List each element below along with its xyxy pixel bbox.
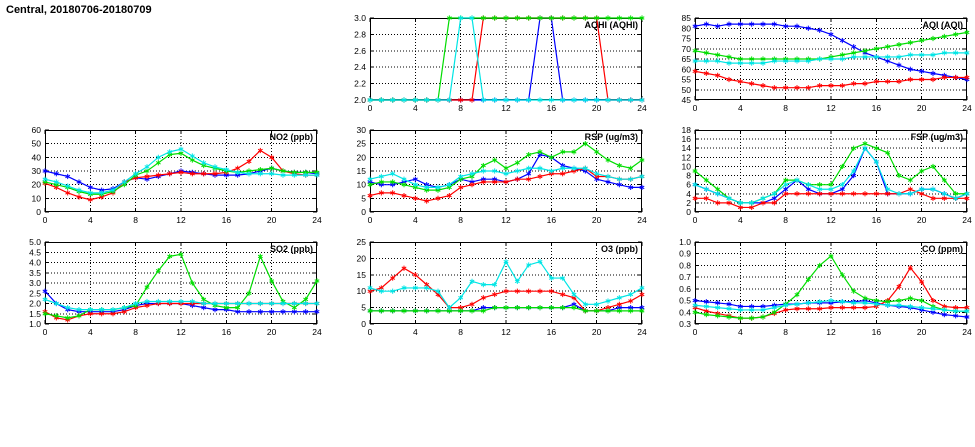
svg-text:30: 30 bbox=[356, 125, 366, 135]
svg-text:4.5: 4.5 bbox=[29, 247, 41, 258]
svg-text:RSP (ug/m3): RSP (ug/m3) bbox=[584, 132, 638, 142]
svg-text:24: 24 bbox=[637, 215, 647, 225]
svg-text:24: 24 bbox=[637, 327, 647, 337]
svg-text:2.0: 2.0 bbox=[29, 298, 41, 309]
svg-text:10: 10 bbox=[681, 161, 691, 172]
svg-text:0.4: 0.4 bbox=[679, 307, 691, 318]
svg-text:20: 20 bbox=[31, 179, 41, 190]
svg-text:18: 18 bbox=[681, 125, 691, 135]
svg-text:4: 4 bbox=[737, 103, 743, 113]
svg-text:2: 2 bbox=[686, 197, 691, 208]
svg-text:1.5: 1.5 bbox=[29, 308, 41, 319]
svg-text:16: 16 bbox=[871, 103, 882, 113]
svg-text:20: 20 bbox=[266, 215, 277, 225]
svg-text:10: 10 bbox=[356, 286, 366, 297]
svg-text:16: 16 bbox=[546, 103, 557, 113]
svg-text:O3 (ppb): O3 (ppb) bbox=[601, 244, 638, 254]
svg-text:20: 20 bbox=[591, 215, 602, 225]
svg-text:12: 12 bbox=[826, 327, 836, 337]
svg-text:60: 60 bbox=[31, 125, 41, 135]
svg-text:10: 10 bbox=[31, 193, 41, 204]
panel-aqi bbox=[655, 10, 975, 120]
svg-text:FSP (ug/m3): FSP (ug/m3) bbox=[910, 132, 963, 142]
svg-text:16: 16 bbox=[546, 327, 557, 337]
svg-text:2.4: 2.4 bbox=[354, 62, 366, 73]
svg-text:5: 5 bbox=[361, 302, 366, 313]
svg-text:2.6: 2.6 bbox=[354, 45, 366, 56]
svg-text:12: 12 bbox=[501, 103, 511, 113]
svg-text:10: 10 bbox=[356, 179, 366, 190]
panel-fsp bbox=[655, 122, 975, 232]
svg-text:15: 15 bbox=[356, 166, 366, 176]
svg-text:0.7: 0.7 bbox=[679, 272, 691, 283]
svg-text:20: 20 bbox=[591, 327, 602, 337]
svg-text:12: 12 bbox=[176, 215, 186, 225]
svg-text:4: 4 bbox=[412, 103, 418, 113]
svg-text:0: 0 bbox=[361, 207, 366, 217]
svg-text:AQHI (AQHI): AQHI (AQHI) bbox=[584, 20, 638, 30]
svg-text:2.5: 2.5 bbox=[29, 288, 41, 299]
svg-text:0: 0 bbox=[367, 327, 373, 337]
panel-rsp bbox=[330, 122, 650, 232]
svg-text:1.0: 1.0 bbox=[29, 319, 41, 329]
svg-text:4: 4 bbox=[737, 327, 743, 337]
svg-text:45: 45 bbox=[681, 95, 691, 105]
svg-text:30: 30 bbox=[31, 166, 41, 176]
svg-text:6: 6 bbox=[686, 179, 691, 190]
svg-text:8: 8 bbox=[783, 215, 789, 225]
svg-text:5.0: 5.0 bbox=[29, 237, 41, 247]
svg-text:85: 85 bbox=[681, 13, 691, 23]
svg-text:2.8: 2.8 bbox=[354, 29, 366, 40]
svg-text:8: 8 bbox=[783, 103, 789, 113]
svg-text:3.5: 3.5 bbox=[29, 267, 41, 278]
svg-text:3.0: 3.0 bbox=[354, 13, 366, 23]
svg-text:3.0: 3.0 bbox=[29, 278, 41, 288]
svg-text:20: 20 bbox=[266, 327, 277, 337]
svg-text:50: 50 bbox=[681, 84, 691, 95]
svg-text:5: 5 bbox=[361, 193, 366, 204]
svg-text:0.6: 0.6 bbox=[679, 283, 691, 294]
svg-text:16: 16 bbox=[221, 215, 232, 225]
svg-text:24: 24 bbox=[962, 103, 972, 113]
svg-text:4.0: 4.0 bbox=[29, 257, 41, 268]
svg-text:20: 20 bbox=[591, 103, 602, 113]
svg-text:55: 55 bbox=[681, 74, 691, 85]
svg-text:16: 16 bbox=[546, 215, 557, 225]
svg-text:16: 16 bbox=[221, 327, 232, 337]
panel-no2 bbox=[5, 122, 325, 232]
panel-aqhi bbox=[330, 10, 650, 120]
svg-text:1.0: 1.0 bbox=[679, 237, 691, 247]
svg-text:4: 4 bbox=[87, 215, 93, 225]
svg-text:24: 24 bbox=[312, 215, 322, 225]
svg-text:20: 20 bbox=[916, 327, 927, 337]
svg-text:80: 80 bbox=[681, 23, 691, 34]
svg-text:0: 0 bbox=[36, 207, 41, 217]
svg-text:20: 20 bbox=[916, 215, 927, 225]
svg-text:16: 16 bbox=[871, 215, 882, 225]
svg-text:24: 24 bbox=[312, 327, 322, 337]
svg-text:14: 14 bbox=[681, 143, 691, 154]
svg-text:24: 24 bbox=[637, 103, 647, 113]
svg-text:NO2 (ppb): NO2 (ppb) bbox=[269, 132, 313, 142]
svg-text:SO2 (ppb): SO2 (ppb) bbox=[270, 244, 313, 254]
page-title: Central, 20180706-20180709 bbox=[6, 4, 152, 16]
svg-text:0.5: 0.5 bbox=[679, 295, 691, 306]
svg-text:8: 8 bbox=[133, 327, 139, 337]
svg-text:12: 12 bbox=[176, 327, 186, 337]
svg-text:60: 60 bbox=[681, 64, 691, 75]
svg-text:12: 12 bbox=[501, 327, 511, 337]
svg-text:4: 4 bbox=[412, 327, 418, 337]
svg-text:24: 24 bbox=[962, 327, 972, 337]
svg-text:0: 0 bbox=[367, 215, 373, 225]
svg-text:0.3: 0.3 bbox=[679, 319, 691, 329]
svg-text:12: 12 bbox=[681, 152, 691, 163]
svg-text:AQI (AQI): AQI (AQI) bbox=[922, 20, 963, 30]
svg-text:8: 8 bbox=[133, 215, 139, 225]
svg-text:65: 65 bbox=[681, 54, 691, 64]
panel-co bbox=[655, 234, 975, 344]
svg-text:8: 8 bbox=[783, 327, 789, 337]
svg-text:20: 20 bbox=[916, 103, 927, 113]
svg-text:25: 25 bbox=[356, 237, 366, 247]
svg-text:0: 0 bbox=[686, 207, 691, 217]
svg-text:CO (ppm): CO (ppm) bbox=[922, 244, 963, 254]
svg-text:20: 20 bbox=[356, 253, 366, 264]
svg-text:4: 4 bbox=[87, 327, 93, 337]
svg-text:24: 24 bbox=[962, 215, 972, 225]
svg-text:20: 20 bbox=[356, 152, 366, 163]
svg-text:4: 4 bbox=[737, 215, 743, 225]
svg-text:8: 8 bbox=[458, 215, 464, 225]
svg-text:40: 40 bbox=[31, 152, 41, 163]
svg-text:8: 8 bbox=[458, 327, 464, 337]
svg-text:75: 75 bbox=[681, 33, 691, 44]
panel-so2 bbox=[5, 234, 325, 344]
svg-text:2.2: 2.2 bbox=[354, 78, 366, 89]
svg-text:16: 16 bbox=[681, 134, 691, 145]
svg-text:25: 25 bbox=[356, 138, 366, 149]
svg-text:0: 0 bbox=[367, 103, 373, 113]
svg-text:8: 8 bbox=[686, 170, 691, 181]
svg-text:12: 12 bbox=[826, 215, 836, 225]
svg-text:0: 0 bbox=[361, 319, 366, 329]
svg-text:15: 15 bbox=[356, 269, 366, 280]
svg-text:0: 0 bbox=[42, 215, 48, 225]
svg-text:0: 0 bbox=[692, 103, 698, 113]
svg-text:4: 4 bbox=[686, 188, 691, 199]
svg-text:12: 12 bbox=[501, 215, 511, 225]
svg-text:0: 0 bbox=[42, 327, 48, 337]
svg-text:0.9: 0.9 bbox=[679, 248, 691, 259]
svg-text:0.8: 0.8 bbox=[679, 260, 691, 271]
svg-text:2.0: 2.0 bbox=[354, 95, 366, 105]
panel-o3 bbox=[330, 234, 650, 344]
svg-text:4: 4 bbox=[412, 215, 418, 225]
svg-text:70: 70 bbox=[681, 43, 691, 54]
svg-text:12: 12 bbox=[826, 103, 836, 113]
svg-text:16: 16 bbox=[871, 327, 882, 337]
svg-text:0: 0 bbox=[692, 215, 698, 225]
svg-text:8: 8 bbox=[458, 103, 464, 113]
svg-text:50: 50 bbox=[31, 138, 41, 149]
svg-text:0: 0 bbox=[692, 327, 698, 337]
